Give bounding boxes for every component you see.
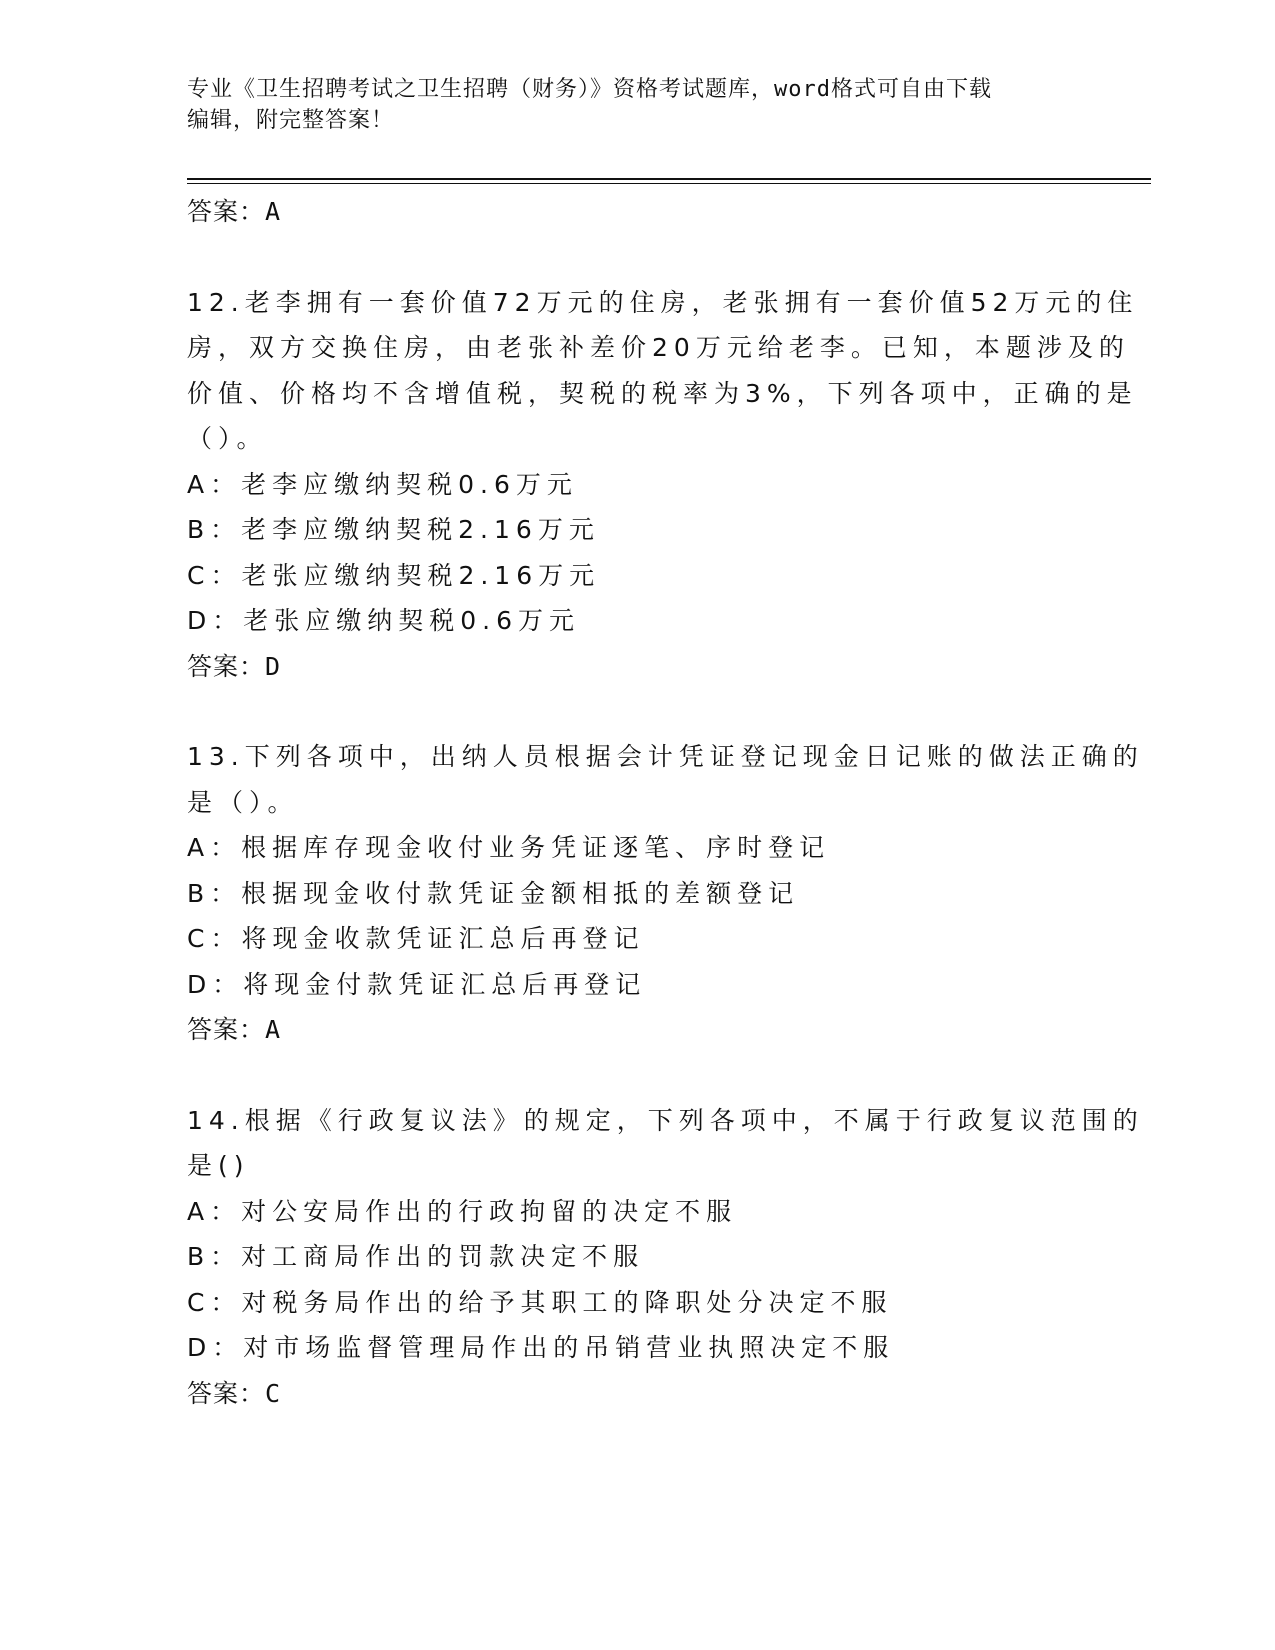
document-header <box>187 74 1067 136</box>
option-a: A：老李应缴纳契税0.6万元 <box>187 469 578 499</box>
option-c: C：对税务局作出的给予其职工的降职处分决定不服 <box>187 1287 893 1317</box>
answer-label: 答案： <box>187 1378 266 1408</box>
question-text-line: 12.老李拥有一套价值72万元的住房，老张拥有一套价值52万元的住 <box>187 287 1139 317</box>
previous-answer <box>187 189 1087 235</box>
header-divider-thick <box>187 178 1151 180</box>
question-text-line: 价值、价格均不含增值税，契税的税率为3%，下列各项中，正确的是 <box>187 378 1138 408</box>
question-13 <box>187 734 1144 1053</box>
header-line-1: 专业《卫生招聘考试之卫生招聘（财务）》资格考试题库，word格式可自由下载 <box>187 77 992 102</box>
question-text-line: 14.根据《行政复议法》的规定，下列各项中，不属于行政复议范围的 <box>187 1105 1144 1135</box>
question-text-line: 是（）。 <box>187 787 299 817</box>
answer-value: D <box>265 651 282 681</box>
spacer <box>187 1053 1087 1098</box>
answer-value: A <box>265 197 282 226</box>
question-text-line: 房，双方交换住房，由老张补差价20万元给老李。已知，本题涉及的 <box>187 333 1130 362</box>
question-text-line: 13.下列各项中，出纳人员根据会计凭证登记现金日记账的做法正确的 <box>187 742 1144 771</box>
option-a: A：对公安局作出的行政拘留的决定不服 <box>187 1196 738 1226</box>
option-d: D：对市场监督管理局作出的吊销营业执照决定不服 <box>187 1333 895 1362</box>
option-b: B：老李应缴纳契税2.16万元 <box>187 515 600 544</box>
option-c: C：老张应缴纳契税2.16万元 <box>187 560 601 590</box>
spacer <box>187 689 1087 734</box>
header-line-2: 编辑，附完整答案！ <box>187 108 395 133</box>
option-a: A：根据库存现金收付业务凭证逐笔、序时登记 <box>187 833 831 862</box>
answer-label: 答案： <box>187 651 266 681</box>
document-content <box>187 189 1144 1416</box>
question-14 <box>187 1098 1144 1417</box>
answer-label: 答案： <box>187 1015 266 1044</box>
answer-value: A <box>265 1015 282 1044</box>
option-d: D：将现金付款凭证汇总后再登记 <box>187 969 647 999</box>
option-d: D：老张应缴纳契税0.6万元 <box>187 606 581 635</box>
question-answer <box>187 1371 1087 1417</box>
question-answer <box>187 644 1087 690</box>
option-b: B：根据现金收付款凭证金额相抵的差额登记 <box>187 878 800 908</box>
option-c: C：将现金收款凭证汇总后再登记 <box>187 924 645 953</box>
option-b: B：对工商局作出的罚款决定不服 <box>187 1242 645 1271</box>
question-text-line: 是() <box>187 1151 250 1180</box>
question-12 <box>187 280 1139 690</box>
question-answer <box>187 1007 1087 1053</box>
spacer <box>187 235 1087 280</box>
header-divider-thin <box>187 183 1151 184</box>
answer-label: 答案： <box>187 197 266 226</box>
question-text-line: （）。 <box>187 424 268 453</box>
answer-value: C <box>265 1378 282 1408</box>
